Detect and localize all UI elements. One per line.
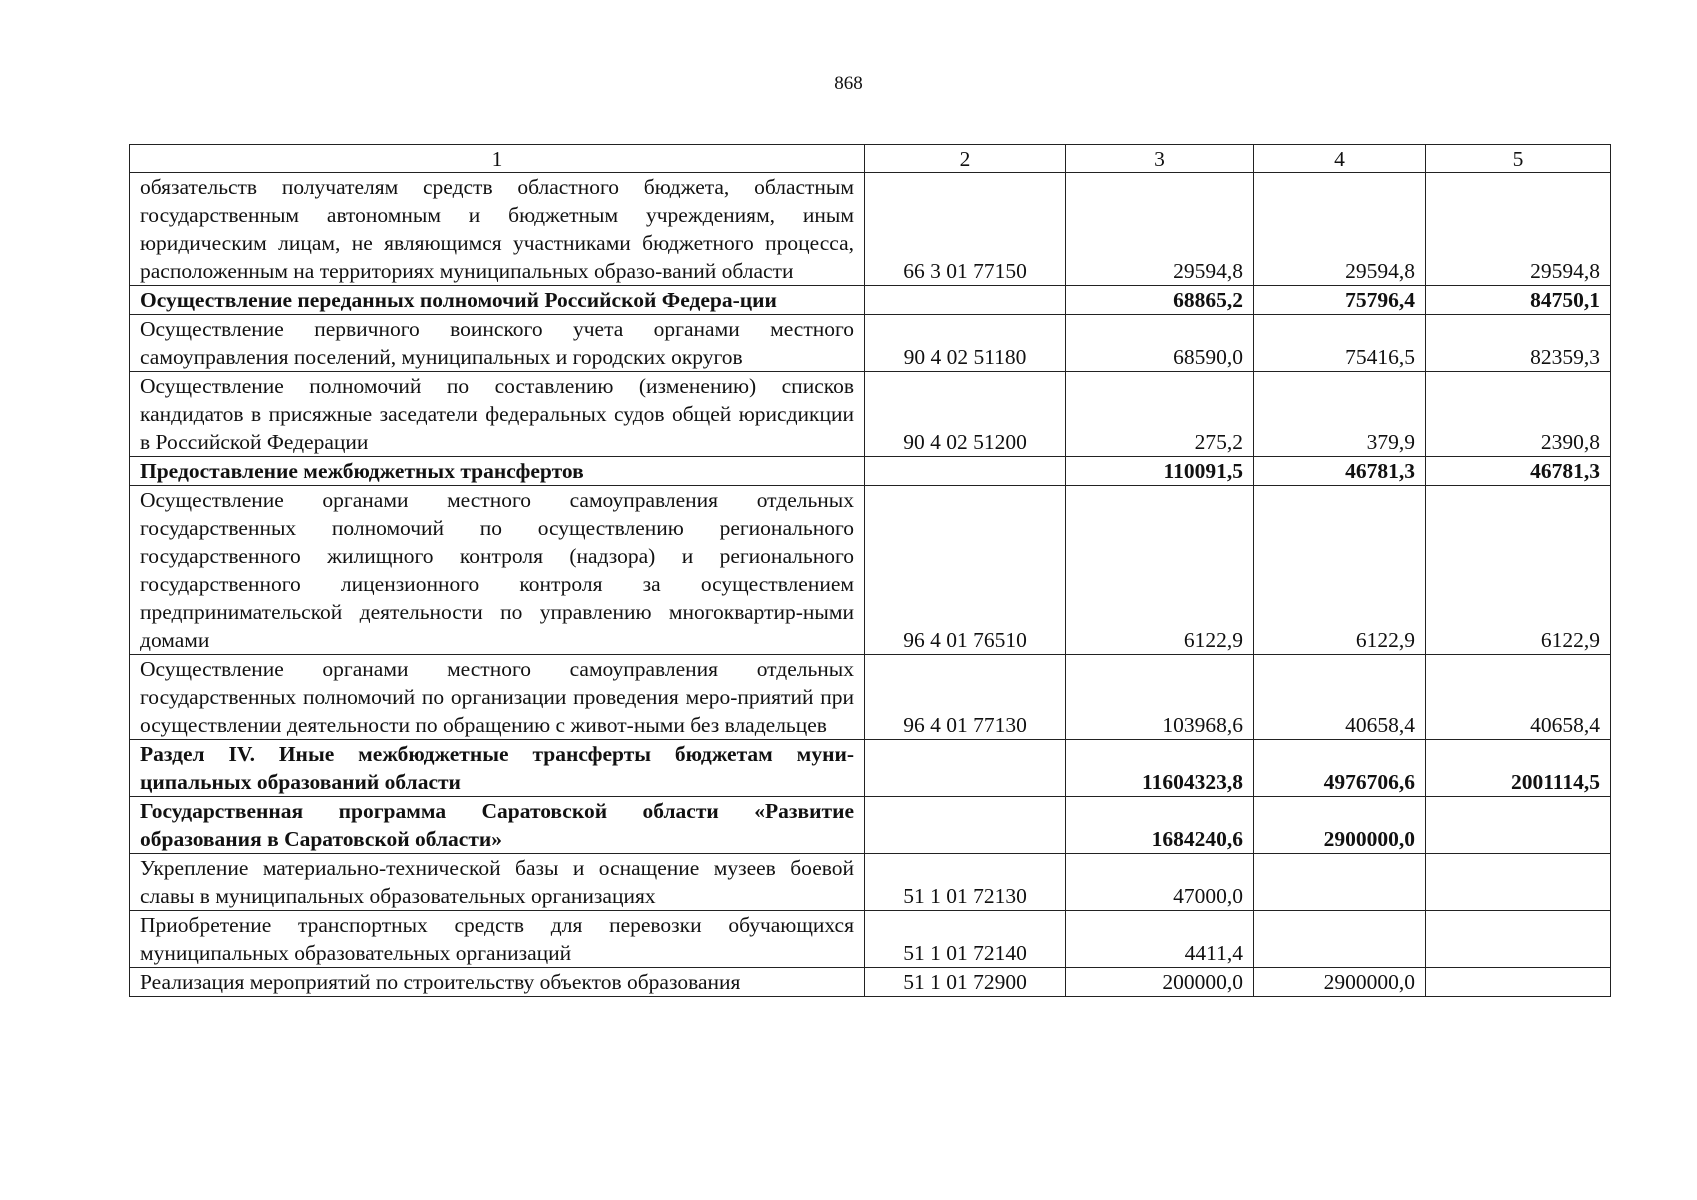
row-value-col5: 84750,1 (1426, 286, 1611, 315)
row-code-cell: 51 1 01 72140 (865, 911, 1066, 968)
row-value-col4 (1254, 911, 1426, 968)
row-value-col5: 6122,9 (1426, 486, 1611, 655)
row-value-col3: 110091,5 (1066, 457, 1254, 486)
row-value-col4: 75796,4 (1254, 286, 1426, 315)
table-row (130, 854, 1611, 911)
row-code-cell: 90 4 02 51180 (865, 315, 1066, 372)
row-value-col5 (1426, 968, 1611, 997)
row-value-col4: 4976706,6 (1254, 740, 1426, 797)
table-row (130, 797, 1611, 854)
table-row (130, 173, 1611, 286)
table-row (130, 655, 1611, 740)
row-code-cell: 51 1 01 72900 (865, 968, 1066, 997)
row-name-cell: обязательств получателям средств областного бюджета, областным государственным автономным и бюджетным учреждениям, иным юридическим лицам, не являющимся участниками бюджетного процесса, расположенным на территориях муниципальных образо-ваний области (130, 173, 865, 286)
table-body (130, 173, 1611, 997)
row-value-col5: 82359,3 (1426, 315, 1611, 372)
header-row (130, 145, 1611, 173)
row-value-col4: 6122,9 (1254, 486, 1426, 655)
table-row (130, 315, 1611, 372)
row-value-col5: 29594,8 (1426, 173, 1611, 286)
row-name-cell: Осуществление полномочий по составлению (изменению) списков кандидатов в присяжные заседатели федеральных судов общей юрисдикции в Российской Федерации (130, 372, 865, 457)
row-value-col3: 103968,6 (1066, 655, 1254, 740)
table-row (130, 968, 1611, 997)
table-row (130, 911, 1611, 968)
column-header-4: 4 (1254, 145, 1426, 173)
page-number: 868 (834, 73, 863, 94)
row-value-col5 (1426, 797, 1611, 854)
column-header-5: 5 (1426, 145, 1611, 173)
row-value-col5: 40658,4 (1426, 655, 1611, 740)
column-header-1: 1 (130, 145, 865, 173)
row-value-col4: 379,9 (1254, 372, 1426, 457)
row-code-cell (865, 457, 1066, 486)
table-row (130, 457, 1611, 486)
row-value-col3: 6122,9 (1066, 486, 1254, 655)
column-header-2: 2 (865, 145, 1066, 173)
row-value-col5 (1426, 854, 1611, 911)
row-value-col3: 29594,8 (1066, 173, 1254, 286)
row-name-cell: Осуществление органами местного самоуправления отдельных государственных полномочий по организации проведения меро-приятий при осуществлении деятельности по обращению с живот-ными без владельцев (130, 655, 865, 740)
row-name-cell: Государственная программа Саратовской области «Развитие образования в Саратовской области» (130, 797, 865, 854)
row-value-col3: 275,2 (1066, 372, 1254, 457)
row-value-col4 (1254, 854, 1426, 911)
row-value-col4: 46781,3 (1254, 457, 1426, 486)
row-value-col3: 1684240,6 (1066, 797, 1254, 854)
row-value-col3: 200000,0 (1066, 968, 1254, 997)
row-value-col4: 75416,5 (1254, 315, 1426, 372)
row-name-cell: Приобретение транспортных средств для перевозки обучающихся муниципальных образовательных организаций (130, 911, 865, 968)
row-value-col3: 4411,4 (1066, 911, 1254, 968)
row-value-col5: 2390,8 (1426, 372, 1611, 457)
row-value-col3: 47000,0 (1066, 854, 1254, 911)
row-name-cell: Реализация мероприятий по строительству объектов образования (130, 968, 865, 997)
table-row (130, 286, 1611, 315)
row-code-cell (865, 286, 1066, 315)
row-value-col4: 2900000,0 (1254, 797, 1426, 854)
row-value-col5: 2001114,5 (1426, 740, 1611, 797)
row-value-col3: 68865,2 (1066, 286, 1254, 315)
row-name-cell: Осуществление органами местного самоуправления отдельных государственных полномочий по осуществлению регионального государственного жилищного контроля (надзора) и регионального государственного лицензионного контроля за осуществлением предпринимательской деятельности по управлению многоквартир-ными домами (130, 486, 865, 655)
row-code-cell: 96 4 01 77130 (865, 655, 1066, 740)
row-name-cell: Осуществление переданных полномочий Российской Федера-ции (130, 286, 865, 315)
row-value-col5: 46781,3 (1426, 457, 1611, 486)
budget-table (129, 144, 1611, 997)
row-code-cell: 66 3 01 77150 (865, 173, 1066, 286)
row-code-cell: 90 4 02 51200 (865, 372, 1066, 457)
row-name-cell: Осуществление первичного воинского учета органами местного самоуправления поселений, муниципальных и городских округов (130, 315, 865, 372)
row-value-col4: 40658,4 (1254, 655, 1426, 740)
row-value-col5 (1426, 911, 1611, 968)
table-row (130, 740, 1611, 797)
row-value-col4: 29594,8 (1254, 173, 1426, 286)
row-code-cell: 51 1 01 72130 (865, 854, 1066, 911)
row-name-cell: Раздел IV. Иные межбюджетные трансферты бюджетам муни-ципальных образований области (130, 740, 865, 797)
table-row (130, 486, 1611, 655)
row-code-cell (865, 740, 1066, 797)
row-code-cell (865, 797, 1066, 854)
row-code-cell: 96 4 01 76510 (865, 486, 1066, 655)
table-row (130, 372, 1611, 457)
row-value-col3: 11604323,8 (1066, 740, 1254, 797)
row-name-cell: Предоставление межбюджетных трансфертов (130, 457, 865, 486)
row-name-cell: Укрепление материально-технической базы и оснащение музеев боевой славы в муниципальных образовательных организациях (130, 854, 865, 911)
row-value-col4: 2900000,0 (1254, 968, 1426, 997)
row-value-col3: 68590,0 (1066, 315, 1254, 372)
column-header-3: 3 (1066, 145, 1254, 173)
